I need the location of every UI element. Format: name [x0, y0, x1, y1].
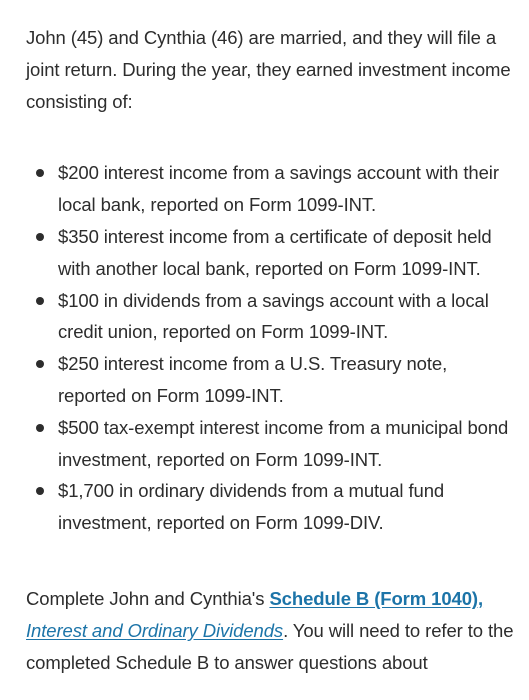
list-item-text: $1,700 in ordinary dividends from a mutual fund investment, reported on Form 1099-DIV.	[58, 480, 445, 534]
list-item	[26, 157, 516, 221]
schedule-b-link[interactable]: Schedule B (Form 1040),	[269, 587, 484, 609]
list-item-text: $350 interest income from a certificate of deposit held with another local bank, reported on Form 1099-INT.	[58, 225, 492, 279]
bullet-icon	[36, 360, 44, 368]
intro-paragraph: John (45) and Cynthia (46) are married, and they will file a joint return. During the year, they earned investment income consisting of:	[26, 27, 511, 112]
bullet-icon	[36, 169, 44, 177]
instructions-suffix: . You will need to refer to the completed Schedule B to answer questions about	[26, 619, 514, 673]
list-item-text: $500 tax-exempt interest income from a municipal bond investment, reported on Form 1099-INT.	[58, 416, 509, 470]
list-item	[26, 285, 516, 349]
list-item	[26, 475, 516, 539]
instructions-paragraph	[26, 583, 516, 678]
bullet-icon	[36, 233, 44, 241]
problem-content	[26, 22, 516, 678]
bullet-icon	[36, 487, 44, 495]
list-item-text: $100 in dividends from a savings account with a local credit union, reported on Form 1099-INT.	[58, 289, 489, 343]
instructions-prefix: Complete John and Cynthia's	[26, 587, 270, 609]
list-item-text: $250 interest income from a U.S. Treasury note, reported on Form 1099-INT.	[58, 353, 448, 406]
list-item	[26, 348, 516, 412]
bullet-icon	[36, 297, 44, 305]
list-item-text: $200 interest income from a savings account with their local bank, reported on Form 1099-INT.	[58, 162, 499, 216]
bullet-icon	[36, 424, 44, 432]
income-list	[26, 157, 516, 539]
list-item	[26, 412, 516, 476]
interest-dividends-link[interactable]: Interest and Ordinary Dividends	[26, 619, 284, 641]
list-item	[26, 221, 516, 285]
